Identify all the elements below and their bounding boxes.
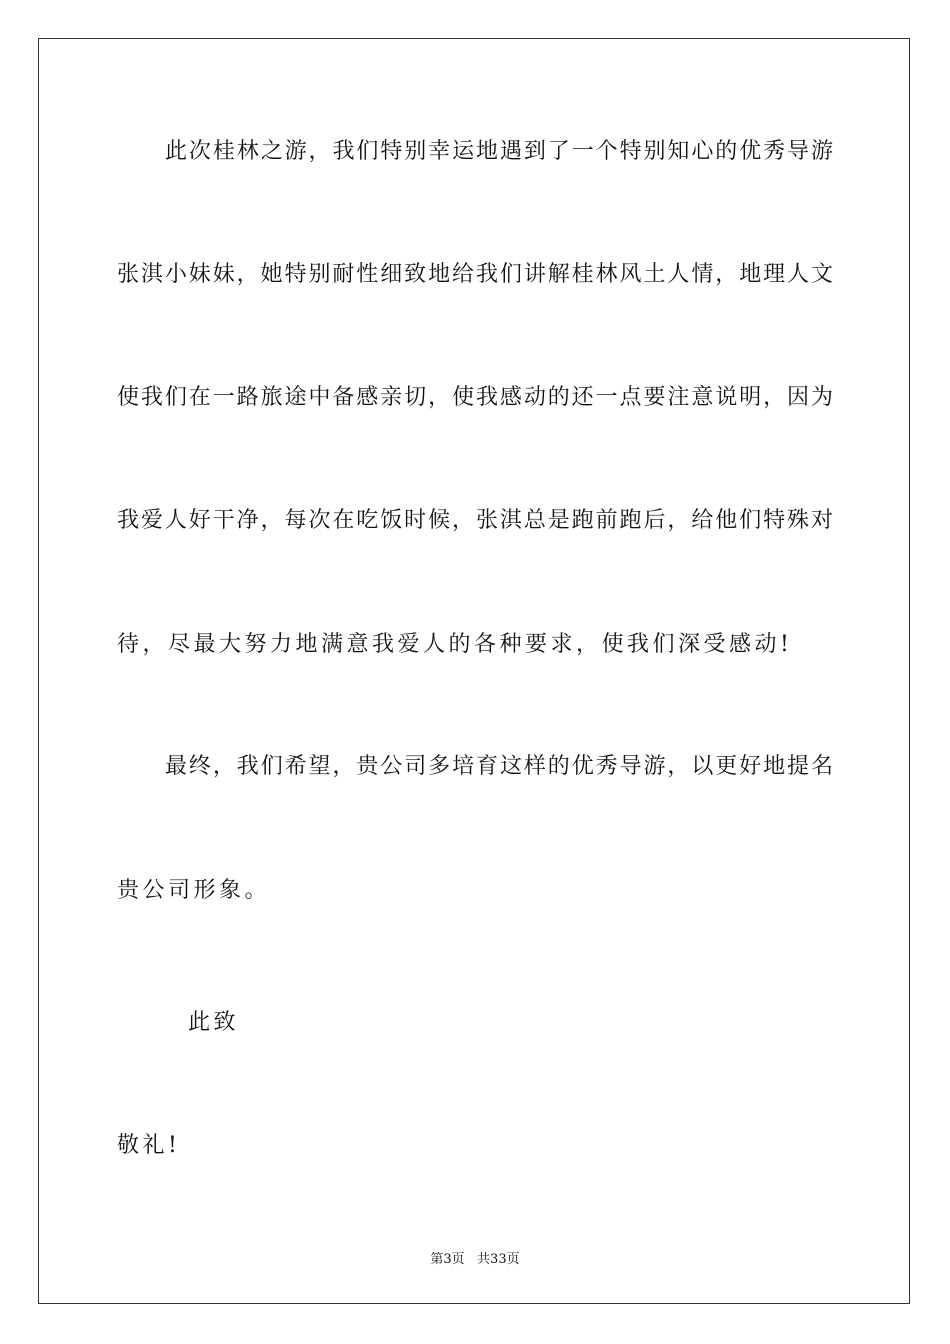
paragraph-1-line-1: 此次桂林之游，我们特别幸运地遇到了一个特别知心的优秀导游	[165, 139, 833, 164]
paragraph-1-line-3: 使我们在一路旅途中备感亲切，使我感动的还一点要注意说明，因为	[117, 385, 833, 410]
page-number: 第3页 共33页	[430, 1252, 520, 1267]
paragraph-2-line-1: 最终，我们希望，贵公司多培育这样的优秀导游，以更好地提名	[165, 754, 833, 779]
closing-regards: 敬礼!	[117, 1133, 181, 1158]
paragraph-1-line-4: 我爱人好干净，每次在吃饭时候，张淇总是跑前跑后，给他们特殊对	[117, 508, 833, 533]
page-border	[38, 38, 910, 1304]
paragraph-1-line-5: 待，尽最大努力地满意我爱人的各种要求，使我们深受感动!	[117, 632, 793, 657]
closing-salutation: 此致	[188, 1010, 240, 1035]
paragraph-2-line-2: 贵公司形象。	[117, 878, 271, 903]
paragraph-1-line-2: 张淇小妹妹，她特别耐性细致地给我们讲解桂林风土人情，地理人文	[117, 262, 833, 287]
